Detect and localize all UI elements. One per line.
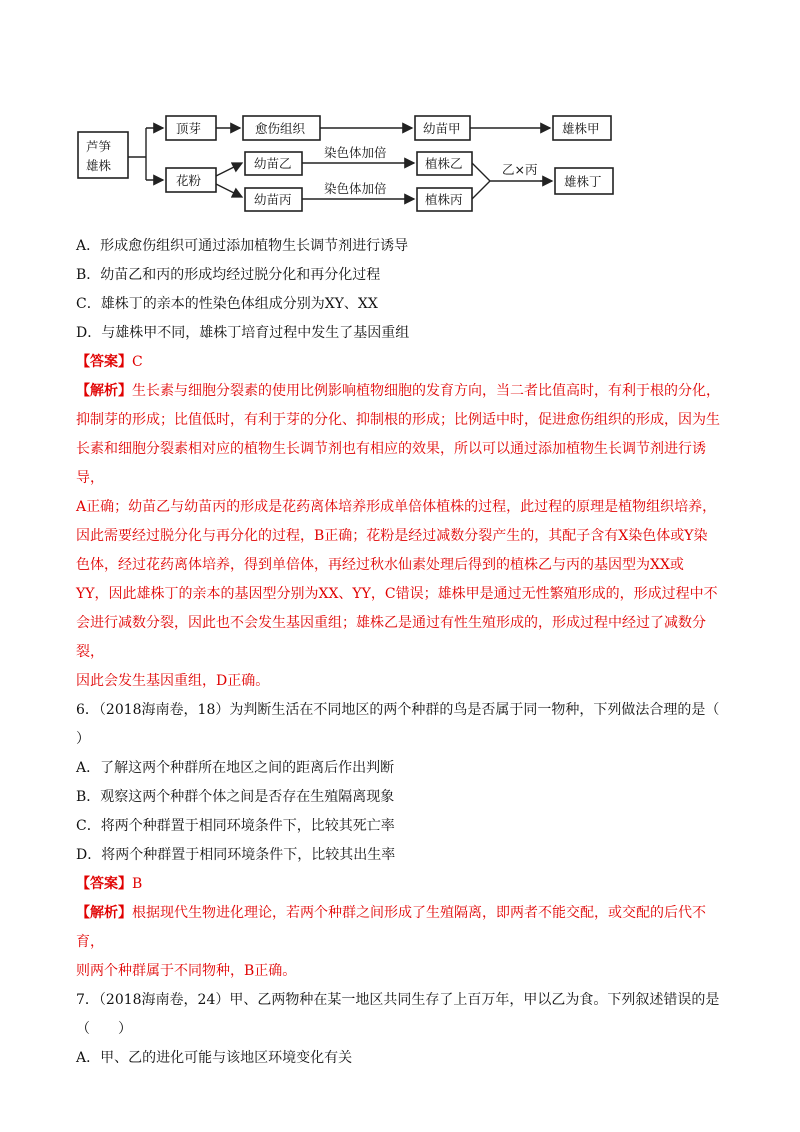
q7-stem-line-1: 7．（2018海南卷，24）甲、乙两物种在某一地区共同生存了上百万年，甲以乙为食。下列叙述错误的是: [76, 992, 720, 1008]
q5-analysis-line-6: 色体，经过花药离体培养，得到单倍体，再经过秋水仙素处理后得到的植株乙与丙的基因型为XX或: [76, 557, 684, 573]
q6-stem: [76, 696, 728, 754]
flow-diagram-svg: [70, 100, 630, 230]
q5-option-c: C．雄株丁的亲本的性染色体组成分别为XY、XX: [76, 296, 378, 312]
q6-option-d: D．将两个种群置于相同环境条件下，比较其出生率: [76, 847, 396, 863]
q7-options: [76, 1044, 728, 1073]
q5-analysis: [76, 377, 728, 696]
q5-analysis-line-9: 因此会发生基因重组，D正确。: [76, 673, 270, 689]
breeding-flow-diagram: [70, 100, 630, 230]
node-callus: [243, 116, 320, 140]
question-content: [76, 230, 728, 1073]
q7-option-a: A．甲、乙的进化可能与该地区环境变化有关: [76, 1050, 353, 1066]
q5-analysis-line-7: YY，因此雄株丁的亲本的基因型分别为XX、YY，C错误；雄株甲是通过无性繁殖形成的，形成过程中不: [76, 586, 718, 602]
q5-analysis-line-5: 因此需要经过脱分化与再分化的过程，B正确；花粉是经过减数分裂产生的，其配子含有X染色体或Y染: [76, 528, 708, 544]
q6-option-b: B．观察这两个种群个体之间是否存在生殖隔离现象: [76, 789, 395, 805]
q5-answer-tag: 【答案】: [76, 354, 132, 370]
q6-analysis-line-1: 【解析】根据现代生物进化理论，若两个种群之间形成了生殖隔离，即两者不能交配，或交配的后代不育，: [76, 905, 706, 950]
q6-answer-value: B: [132, 876, 143, 892]
svg-text:植株乙: 植株乙: [425, 156, 463, 171]
node-bud: [166, 116, 216, 140]
q5-option-d: D．与雄株甲不同，雄株丁培育过程中发生了基因重组: [76, 325, 410, 341]
edge-label-cross: 乙×丙: [502, 162, 538, 177]
node-male-jia: [553, 116, 611, 140]
q5-answer: [76, 348, 728, 377]
node-seedling-jia: [415, 116, 470, 140]
svg-text:植株丙: 植株丙: [425, 192, 463, 207]
q5-analysis-tag: 【解析】: [76, 383, 132, 399]
q7-stem-line-2: （ ）: [76, 1021, 132, 1037]
edge-pollen-to-seedling-yi: [216, 163, 242, 176]
svg-text:幼苗丙: 幼苗丙: [254, 192, 292, 207]
node-seedling-yi: [245, 152, 302, 175]
svg-text:雄株甲: 雄株甲: [562, 121, 600, 136]
q5-options: [76, 232, 728, 348]
q5-answer-value: C: [132, 354, 143, 370]
q5-analysis-line-4: A正确；幼苗乙与幼苗丙的形成是花药离体培养形成单倍体植株的过程，此过程的原理是植物组织培养，: [76, 499, 717, 515]
edge-label-double-1: 染色体加倍: [324, 145, 387, 160]
svg-text:雄株丁: 雄株丁: [564, 174, 602, 189]
node-root-line1: 芦笋: [86, 139, 112, 154]
q6-option-a: A．了解这两个种群所在地区之间的距离后作出判断: [76, 760, 395, 776]
node-plant-yi: [417, 152, 472, 175]
q7-stem: [76, 986, 728, 1044]
q5-analysis-line-8: 会进行减数分裂，因此也不会发生基因重组；雄株乙是通过有性生殖形成的，形成过程中经过了减数分裂，: [76, 615, 706, 660]
svg-text:愈伤组织: 愈伤组织: [255, 121, 306, 136]
node-male-ding: [555, 168, 613, 194]
q6-analysis-tag: 【解析】: [76, 905, 132, 921]
q5-option-a: A．形成愈伤组织可通过添加植物生长调节剂进行诱导: [76, 238, 409, 254]
q6-answer-tag: 【答案】: [76, 876, 132, 892]
q6-options: [76, 754, 728, 870]
svg-text:幼苗甲: 幼苗甲: [423, 121, 461, 136]
q6-analysis: [76, 899, 728, 986]
q6-analysis-line-2: 则两个种群属于不同物种，B正确。: [76, 963, 297, 979]
svg-text:幼苗乙: 幼苗乙: [254, 156, 292, 171]
q6-stem-line-2: ）: [76, 731, 90, 747]
node-plant-bing: [417, 188, 472, 211]
node-root: [78, 132, 128, 178]
q6-stem-line-1: 6．（2018海南卷，18）为判断生活在不同地区的两个种群的鸟是否属于同一物种，下列做法合理的是（: [76, 702, 720, 718]
node-root-line2: 雄株: [86, 158, 112, 173]
node-seedling-bing: [245, 188, 302, 211]
q5-analysis-line-3: 长素和细胞分裂素相对应的植物生长调节剂也有相应的效果，所以可以通过添加植物生长调节剂进行诱导，: [76, 441, 706, 486]
edge-label-double-2: 染色体加倍: [324, 181, 387, 196]
edge-pollen-to-seedling-bing: [216, 184, 242, 197]
q6-option-c: C．将两个种群置于相同环境条件下，比较其死亡率: [76, 818, 395, 834]
q5-option-b: B．幼苗乙和丙的形成均经过脱分化和再分化过程: [76, 267, 381, 283]
svg-text:花粉: 花粉: [176, 173, 202, 188]
q6-answer: [76, 870, 728, 899]
q5-analysis-line-1: 【解析】生长素与细胞分裂素的使用比例影响植物细胞的发育方向，当二者比值高时，有利于根的分化，: [76, 383, 720, 399]
svg-text:顶芽: 顶芽: [176, 121, 202, 136]
node-pollen: [166, 168, 216, 192]
q5-analysis-line-2: 抑制芽的形成；比值低时，有利于芽的分化、抑制根的形成；比例适中时，促进愈伤组织的形成，因为生: [76, 412, 720, 428]
edge-root-to-split: [128, 128, 146, 180]
